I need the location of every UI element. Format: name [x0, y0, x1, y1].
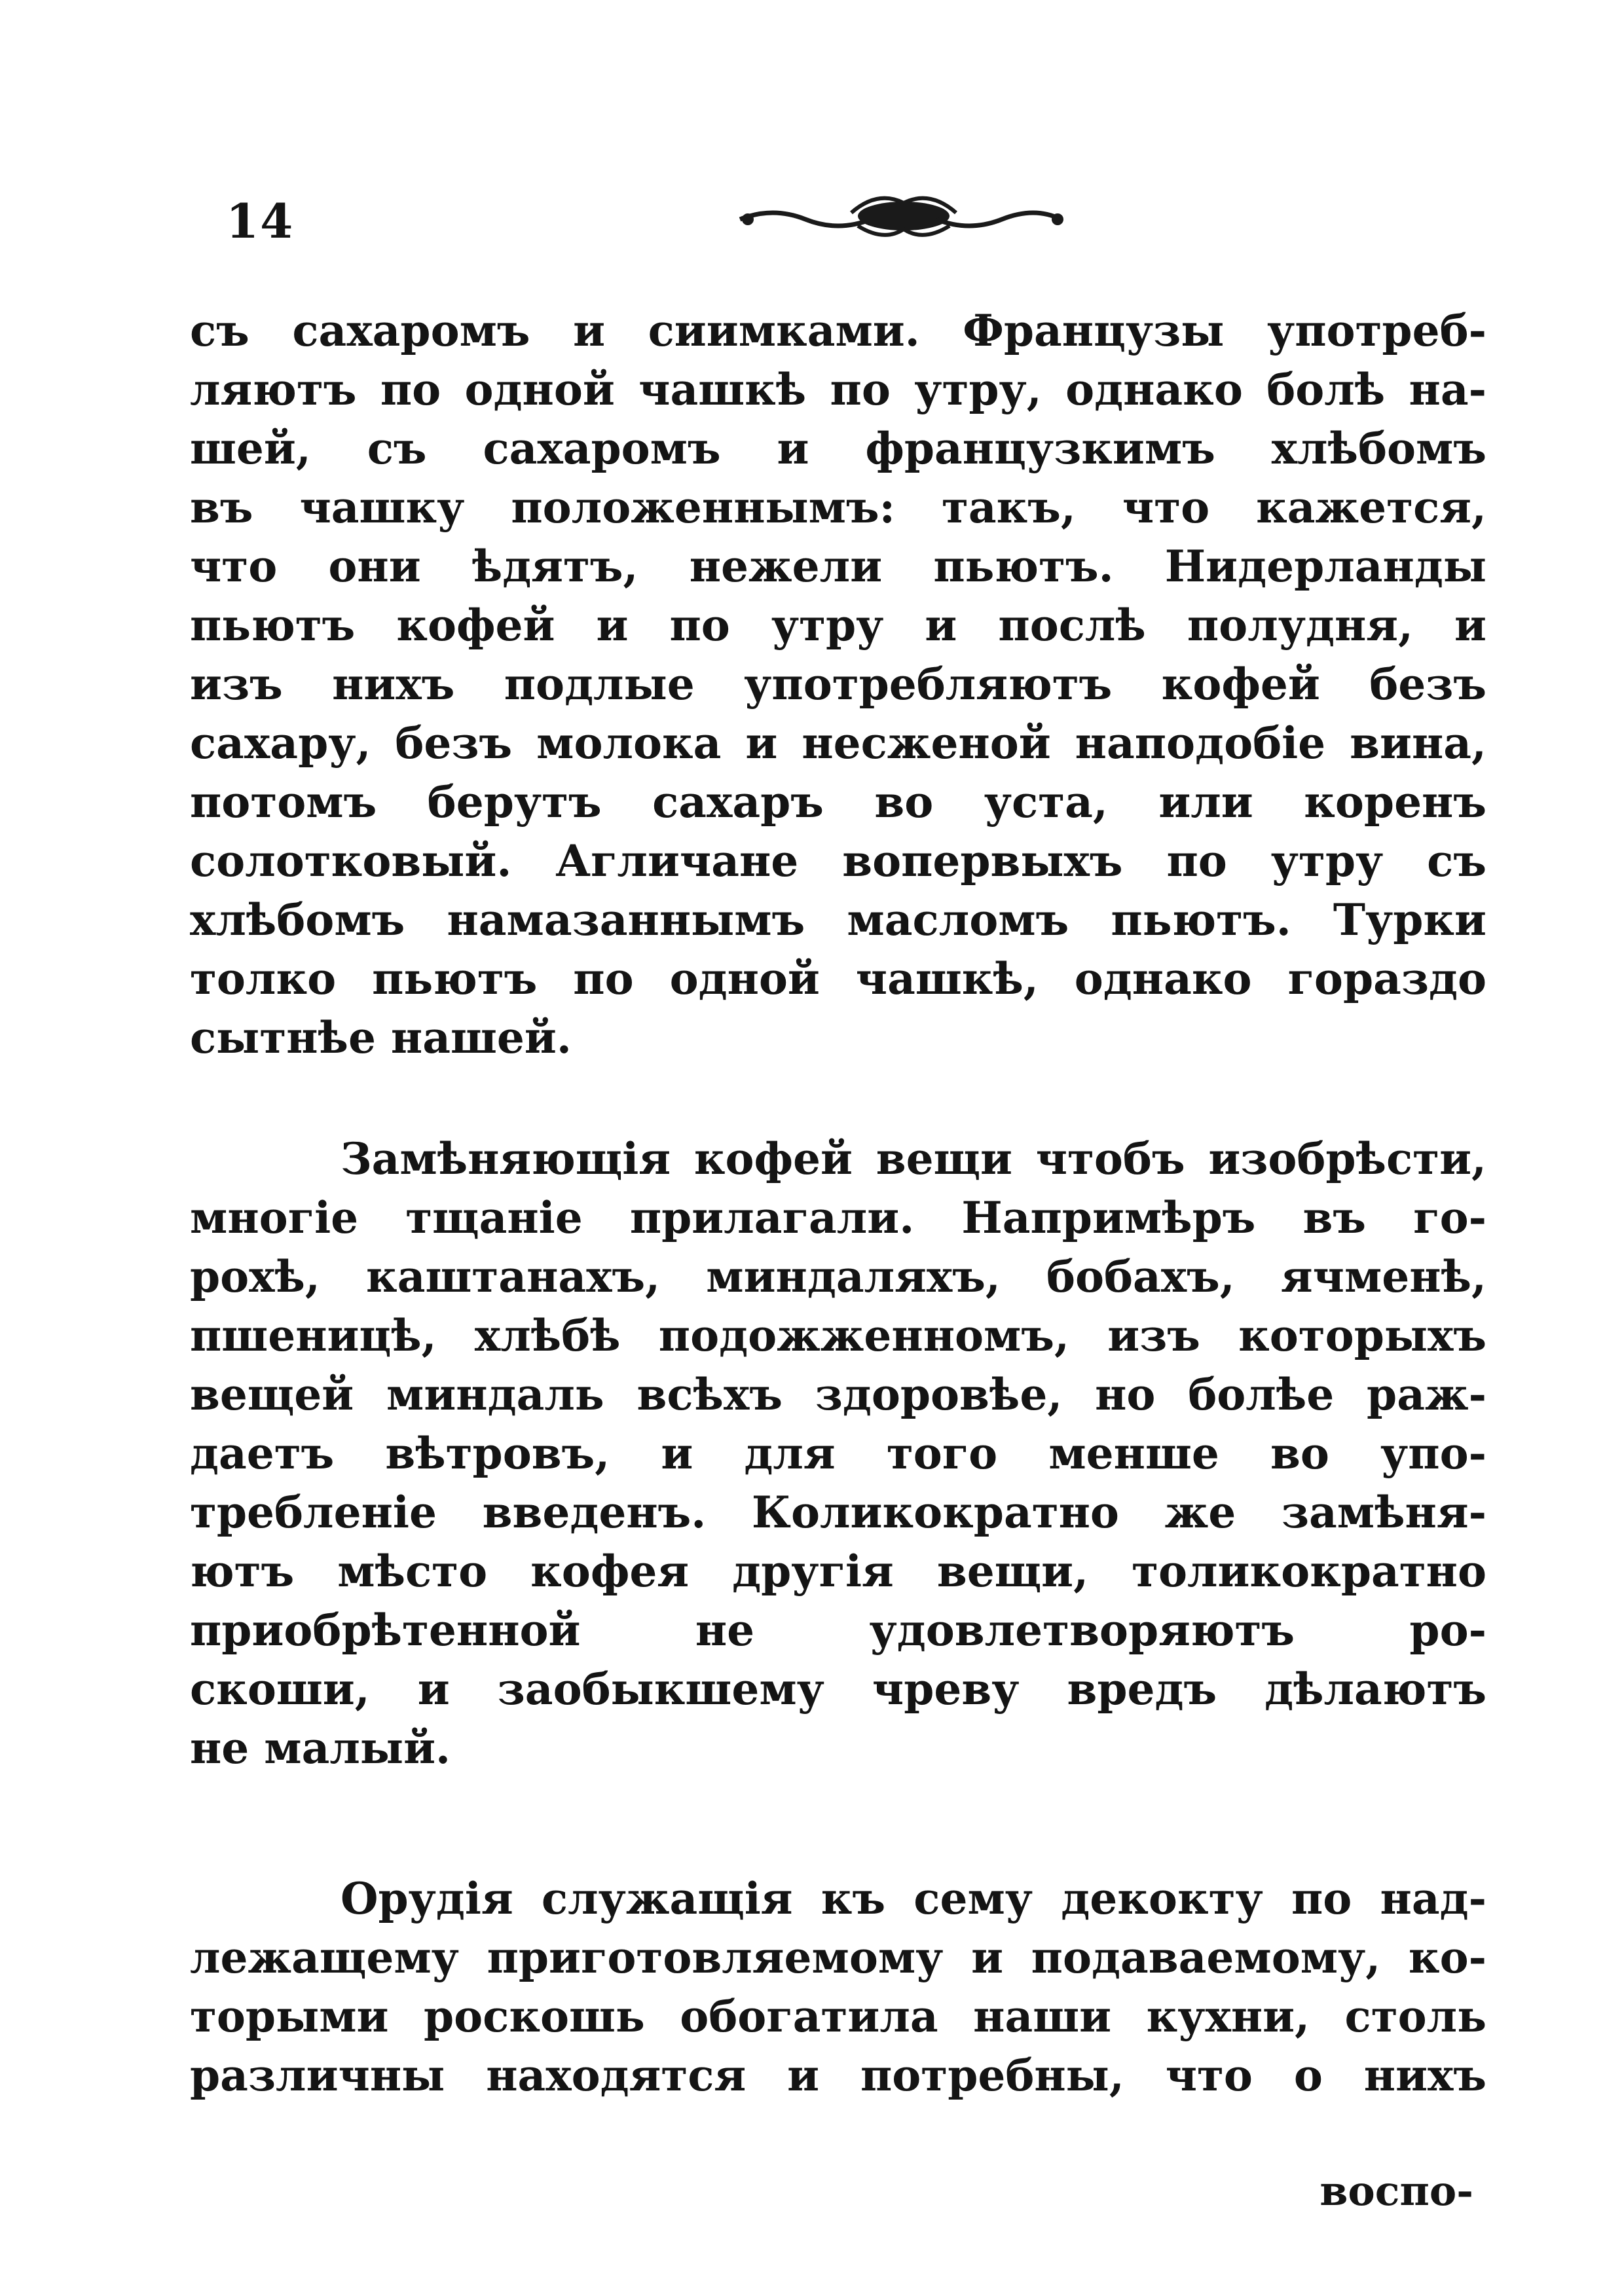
- text-line: пшеницѣ, хлѣбѣ подожженномъ, изъ которыхъ: [190, 1310, 1486, 1361]
- text-line: лежащему приготовляемому и подаваемому, ко-: [190, 1932, 1486, 1983]
- text-line: въ чашку положеннымъ: такъ, что кажется,: [190, 482, 1486, 533]
- text-line: торыми роскошь обогатила наши кухни, столь: [190, 1991, 1486, 2042]
- text-line: солотковый. Агличане вопервыхъ по утру съ: [190, 835, 1486, 886]
- text-line: многіе тщаніе прилагали. Напримѣръ въ го-: [190, 1192, 1486, 1243]
- text-line: скоши, и заобыкшему чреву вредъ дѣлаютъ: [190, 1664, 1486, 1715]
- text-line: хлѣбомъ намазаннымъ масломъ пьютъ. Турки: [190, 894, 1486, 945]
- text-line: Орудія служащія къ сему декокту по над-: [341, 1873, 1486, 1924]
- text-line: ютъ мѣсто кофея другія вещи, толикократно: [190, 1546, 1486, 1597]
- text-line: пьютъ кофей и по утру и послѣ полудня, и: [190, 600, 1486, 651]
- header-ornament-icon: [733, 187, 1074, 249]
- text-line: вещей миндаль всѣхъ здоровѣе, но болѣе раж-: [190, 1369, 1486, 1420]
- text-line: требленіе введенъ. Коликократно же замѣня-: [190, 1487, 1486, 1538]
- text-line: не малый.: [190, 1722, 451, 1774]
- paragraph-2: [190, 1129, 1486, 1777]
- paragraph-3: [190, 1869, 1486, 2105]
- text-line: приобрѣтенной не удовлетворяютъ ро-: [190, 1605, 1486, 1656]
- text-line: сытнѣе нашей.: [190, 1012, 572, 1063]
- text-line: различны находятся и потребны, что о нихъ: [190, 2050, 1486, 2101]
- text-line: изъ нихъ подлые употребляютъ кофей безъ: [190, 659, 1486, 710]
- paragraph-1: [190, 301, 1486, 1067]
- text-line: толко пьютъ по одной чашкѣ, однако гораздо: [190, 953, 1486, 1004]
- page-number: 14: [226, 193, 295, 249]
- text-line: сахару, безъ молока и несженой наподобіе вина,: [190, 718, 1486, 769]
- text-line: даетъ вѣтровъ, и для того менше во упо-: [190, 1428, 1486, 1479]
- page-body-text: [190, 301, 1486, 2105]
- text-line: рохѣ, каштанахъ, миндаляхъ, бобахъ, ячменѣ,: [190, 1251, 1486, 1302]
- text-line: Замѣняющія кофей вещи чтобъ изобрѣсти,: [341, 1133, 1486, 1184]
- text-line: ляютъ по одной чашкѣ по утру, однако болѣ на-: [190, 364, 1486, 415]
- text-line: что они ѣдятъ, нежели пьютъ. Нидерланды: [190, 541, 1486, 592]
- text-line: шей, съ сахаромъ и французкимъ хлѣбомъ: [190, 423, 1486, 474]
- text-line: потомъ берутъ сахаръ во уста, или коренъ: [190, 776, 1486, 828]
- catchword: воспо-: [1320, 2167, 1473, 2215]
- text-line: съ сахаромъ и сиимками. Французы употреб-: [190, 305, 1486, 356]
